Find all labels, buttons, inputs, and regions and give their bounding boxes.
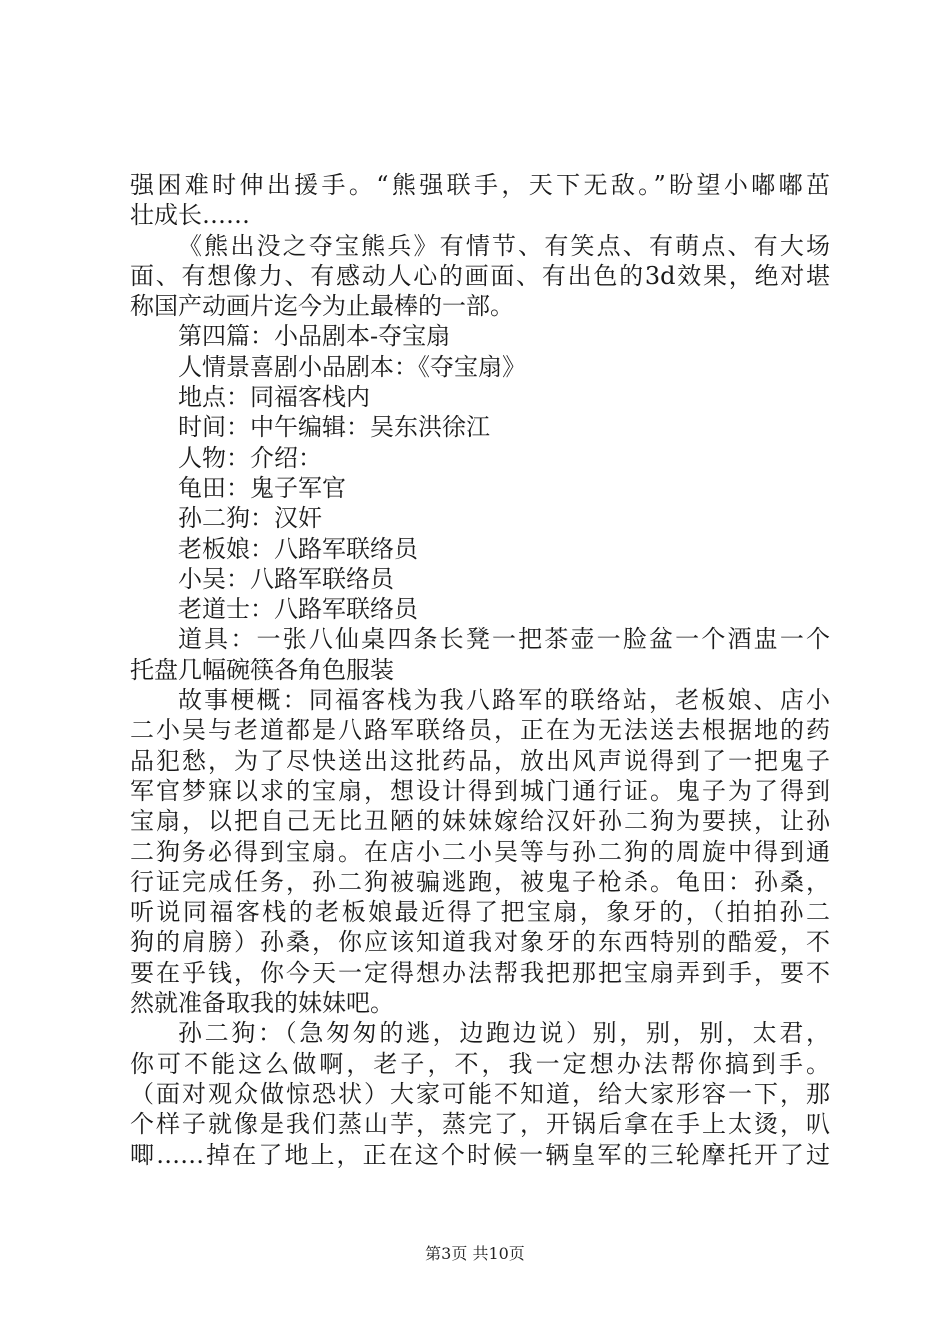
text-line: 孙二狗：汉奸 xyxy=(178,504,322,533)
text-line: 二小吴与老道都是八路军联络员，正在为无法送去根据地的药 xyxy=(130,716,830,745)
text-line: 唧……掉在了地上，正在这个时候一辆皇军的三轮摩托开了过 xyxy=(130,1140,830,1169)
text-line: 时间：中午编辑：吴东洪徐江 xyxy=(178,413,490,442)
text-line: 故事梗概：同福客栈为我八路军的联络站，老板娘、店小 xyxy=(178,686,830,715)
text-line: 托盘几幅碗筷各角色服装 xyxy=(130,655,394,684)
text-line: 第四篇：小品剧本-夺宝扇 xyxy=(178,322,451,351)
document-body xyxy=(130,170,830,1170)
text-line: 狗的肩膀）孙桑，你应该知道我对象牙的东西特别的酷爱，不 xyxy=(130,928,830,957)
text-line: 老道士：八路军联络员 xyxy=(178,595,418,624)
text-line: 称国产动画片迄今为止最棒的一部。 xyxy=(130,292,514,321)
text-line: 然就准备取我的妹妹吧。 xyxy=(130,989,394,1018)
text-line: 人物：介绍： xyxy=(178,443,322,472)
text-line: 品犯愁，为了尽快送出这批药品，放出风声说得到了一把鬼子 xyxy=(130,746,830,775)
text-line: 听说同福客栈的老板娘最近得了把宝扇，象牙的，（拍拍孙二 xyxy=(130,898,830,927)
text-line: 壮成长…… xyxy=(130,201,250,230)
text-line: 面、有想像力、有感动人心的画面、有出色的3d效果，绝对堪 xyxy=(130,261,830,290)
text-line: 孙二狗：（急匆匆的逃，边跑边说）别，别，别，太君， xyxy=(178,1019,830,1048)
text-line: 小吴：八路军联络员 xyxy=(178,564,394,593)
text-line: 要在乎钱，你今天一定得想办法帮我把那把宝扇弄到手，要不 xyxy=(130,958,830,987)
text-line: 人情景喜剧小品剧本：《夺宝扇》 xyxy=(178,352,526,381)
text-line: 个样子就像是我们蒸山芋，蒸完了，开锅后拿在手上太烫，叭 xyxy=(130,1110,830,1139)
text-line: 地点：同福客栈内 xyxy=(178,383,370,412)
text-line: 你可不能这么做啊，老子，不，我一定想办法帮你搞到手。 xyxy=(130,1049,830,1078)
text-line: 军官梦寐以求的宝扇，想设计得到城门通行证。鬼子为了得到 xyxy=(130,776,830,805)
text-line: 老板娘：八路军联络员 xyxy=(178,534,418,563)
text-line: 宝扇，以把自己无比丑陋的妹妹嫁给汉奸孙二狗为要挟，让孙 xyxy=(130,807,830,836)
text-line: 行证完成任务，孙二狗被骗逃跑，被鬼子枪杀。龟田：孙桑， xyxy=(130,867,830,896)
text-line: 强困难时伸出援手。“熊强联手，天下无敌。”盼望小嘟嘟茁 xyxy=(130,171,830,199)
text-line: 龟田：鬼子军官 xyxy=(178,473,346,502)
text-line: 《熊出没之夺宝熊兵》有情节、有笑点、有萌点、有大场 xyxy=(178,231,830,260)
text-line: 二狗务必得到宝扇。在店小二小吴等与孙二狗的周旋中得到通 xyxy=(130,837,830,866)
text-line: 道具：一张八仙桌四条长凳一把茶壶一脸盆一个酒盅一个 xyxy=(178,625,830,654)
page-footer: 第3页 共10页 xyxy=(425,1244,525,1263)
text-line: （面对观众做惊恐状）大家可能不知道，给大家形容一下，那 xyxy=(130,1079,830,1108)
